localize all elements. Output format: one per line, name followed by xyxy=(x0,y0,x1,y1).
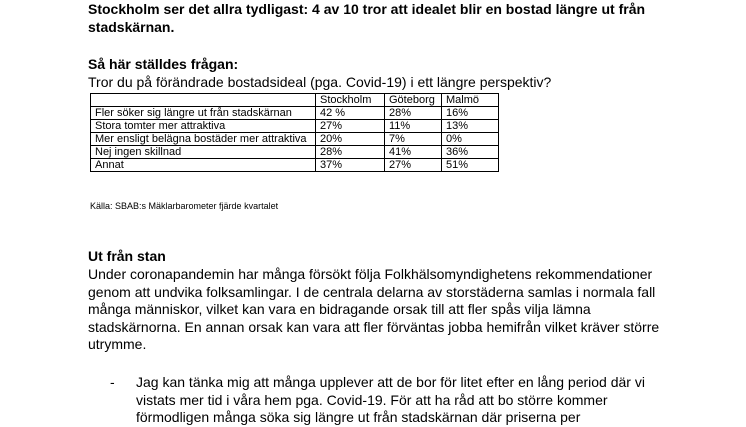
section-heading: Ut från stan xyxy=(88,248,166,264)
table-header-malmo: Malmö xyxy=(442,94,499,107)
table-cell: 0% xyxy=(442,133,499,146)
table-cell: 37% xyxy=(316,159,385,172)
bullet-text: Jag kan tänka mig att många upplever att de bor för litet efter en lång period där vi vistats mer tid i våra hem pga. Covid-19. För att ha råd att bo större kommer förmodligen många söka sig längre ut från stadskärnan där priserna per xyxy=(136,374,645,425)
table-cell: 13% xyxy=(442,120,499,133)
table-row xyxy=(91,120,499,133)
table-cell: 42 % xyxy=(316,107,385,120)
bullet-marker: - xyxy=(110,374,115,390)
table-cell-label: Stora tomter mer attraktiva xyxy=(91,120,316,133)
lead-text: Stockholm ser det allra tydligast: 4 av 10 tror att idealet blir en bostad längre ut från stadskärnan. xyxy=(88,1,646,35)
table-header-stockholm: Stockholm xyxy=(316,94,385,107)
table-cell: 27% xyxy=(316,120,385,133)
table-header-goteborg: Göteborg xyxy=(385,94,442,107)
table-cell-label: Fler söker sig längre ut från stadskärnan xyxy=(91,107,316,120)
table-row xyxy=(91,107,499,120)
table-row xyxy=(91,146,499,159)
table-cell: 11% xyxy=(385,120,442,133)
source-note: Källa: SBAB:s Mäklarbarometer fjärde kvartalet xyxy=(90,201,279,211)
table-cell-label: Annat xyxy=(91,159,316,172)
survey-table xyxy=(90,93,499,172)
question-text: Tror du på förändrade bostadsideal (pga. Covid-19) i ett längre perspektiv? xyxy=(88,74,552,90)
table-cell: 51% xyxy=(442,159,499,172)
table-row xyxy=(91,159,499,172)
table-cell: 28% xyxy=(385,107,442,120)
table-cell: 28% xyxy=(316,146,385,159)
table-row xyxy=(91,133,499,146)
question-heading: Så här ställdes frågan: xyxy=(88,56,239,72)
table-cell-label: Nej ingen skillnad xyxy=(91,146,316,159)
table-header-cell xyxy=(91,94,316,107)
table-cell: 41% xyxy=(385,146,442,159)
table-cell: 20% xyxy=(316,133,385,146)
table-cell: 16% xyxy=(442,107,499,120)
table-header-row xyxy=(91,94,499,107)
body-paragraph: Under coronapandemin har många försökt följa Folkhälsomyndighetens rekommendationer genom att undvika folksamlingar. I de centrala delarna av storstäderna samlas i normala fall många människor, vilket kan vara en bidragande orsak till att fler spås vilja lämna stadskärnorna. En annan orsak kan vara att fler förväntas jobba hemifrån vilket kräver större utrymme. xyxy=(88,266,660,352)
table-cell: 36% xyxy=(442,146,499,159)
table-cell-label: Mer ensligt belägna bostäder mer attraktiva xyxy=(91,133,316,146)
table-cell: 7% xyxy=(385,133,442,146)
table-cell: 27% xyxy=(385,159,442,172)
